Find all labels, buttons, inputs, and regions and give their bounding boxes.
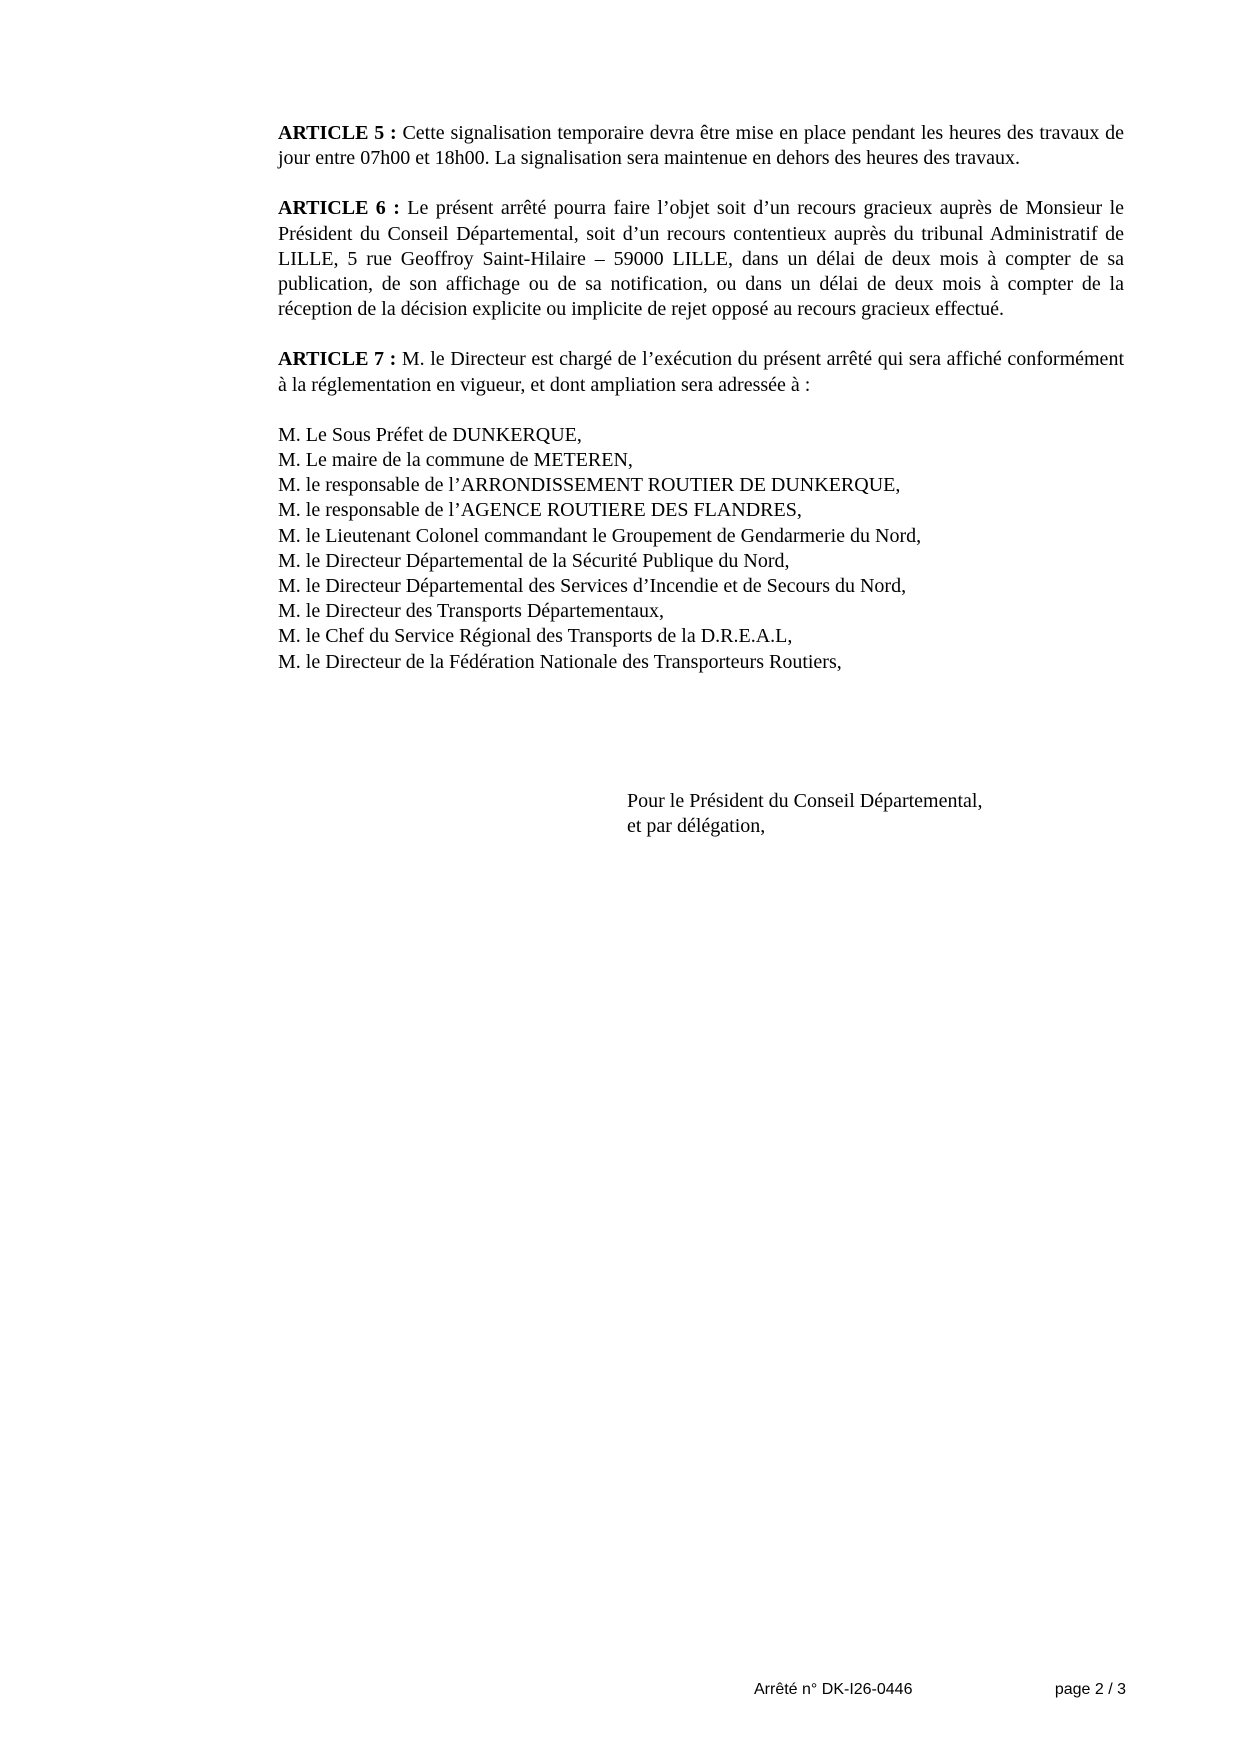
- list-item: M. le Directeur Départemental des Services d’Incendie et de Secours du Nord,: [278, 575, 907, 598]
- list-item: M. le responsable de l’ARRONDISSEMENT ROUTIER DE DUNKERQUE,: [278, 474, 901, 497]
- list-item: M. Le maire de la commune de METEREN,: [278, 449, 633, 472]
- article-5-text: Cette signalisation temporaire devra être mise en place pendant les heures des travaux de jour entre 07h00 et 18h00. La signalisation sera maintenue en dehors des heures des travaux.: [278, 122, 1125, 170]
- signature-line-2: et par délégation,: [627, 815, 766, 838]
- article-7-text: M. le Directeur est chargé de l’exécution du présent arrêté qui sera affiché conformément à la réglementation en vigueur, et dont ampliation sera adressée à :: [278, 348, 1124, 396]
- list-item: M. le Directeur Départemental de la Sécurité Publique du Nord,: [278, 549, 790, 572]
- page-number: page 2 / 3: [1054, 1681, 1126, 1698]
- footer-reference: Arrêté n° DK-I26-0446: [754, 1681, 913, 1698]
- list-item: M. le Directeur de la Fédération Nationale des Transporteurs Routiers,: [278, 650, 842, 673]
- document-body: [278, 121, 1124, 675]
- article-5-label: ARTICLE 5 :: [278, 122, 397, 144]
- list-item: M. Le Sous Préfet de DUNKERQUE,: [278, 423, 582, 446]
- article-6: [278, 196, 1124, 322]
- recipients-list: [278, 423, 1124, 675]
- article-7: [278, 347, 1124, 397]
- list-item: M. le Chef du Service Régional des Transports de la D.R.E.A.L,: [278, 625, 793, 648]
- article-6-text: Le présent arrêté pourra faire l’objet soit d’un recours gracieux auprès de Monsieur le Président du Conseil Départemental, soit d’un recours contentieux auprès du tribunal Administratif de LILLE, 5 rue Geoffroy Saint-Hilaire – 59000 LILLE, dans un délai de deux mois à compter de sa publication, de son affichage ou de sa notification, ou dans un délai de deux mois à compter de la réception de la décision explicite ou implicite de rejet opposé au recours gracieux effectué.: [278, 197, 1125, 321]
- signature-line-1: Pour le Président du Conseil Départemental,: [627, 790, 983, 812]
- article-6-label: ARTICLE 6 :: [278, 197, 400, 220]
- article-7-label: ARTICLE 7 :: [278, 348, 397, 371]
- list-item: M. le Lieutenant Colonel commandant le Groupement de Gendarmerie du Nord,: [278, 524, 922, 547]
- list-item: M. le responsable de l’AGENCE ROUTIERE DES FLANDRES,: [278, 499, 802, 522]
- list-item: M. le Directeur des Transports Départementaux,: [278, 600, 665, 623]
- article-5: [278, 121, 1124, 171]
- signature-block: [627, 789, 982, 839]
